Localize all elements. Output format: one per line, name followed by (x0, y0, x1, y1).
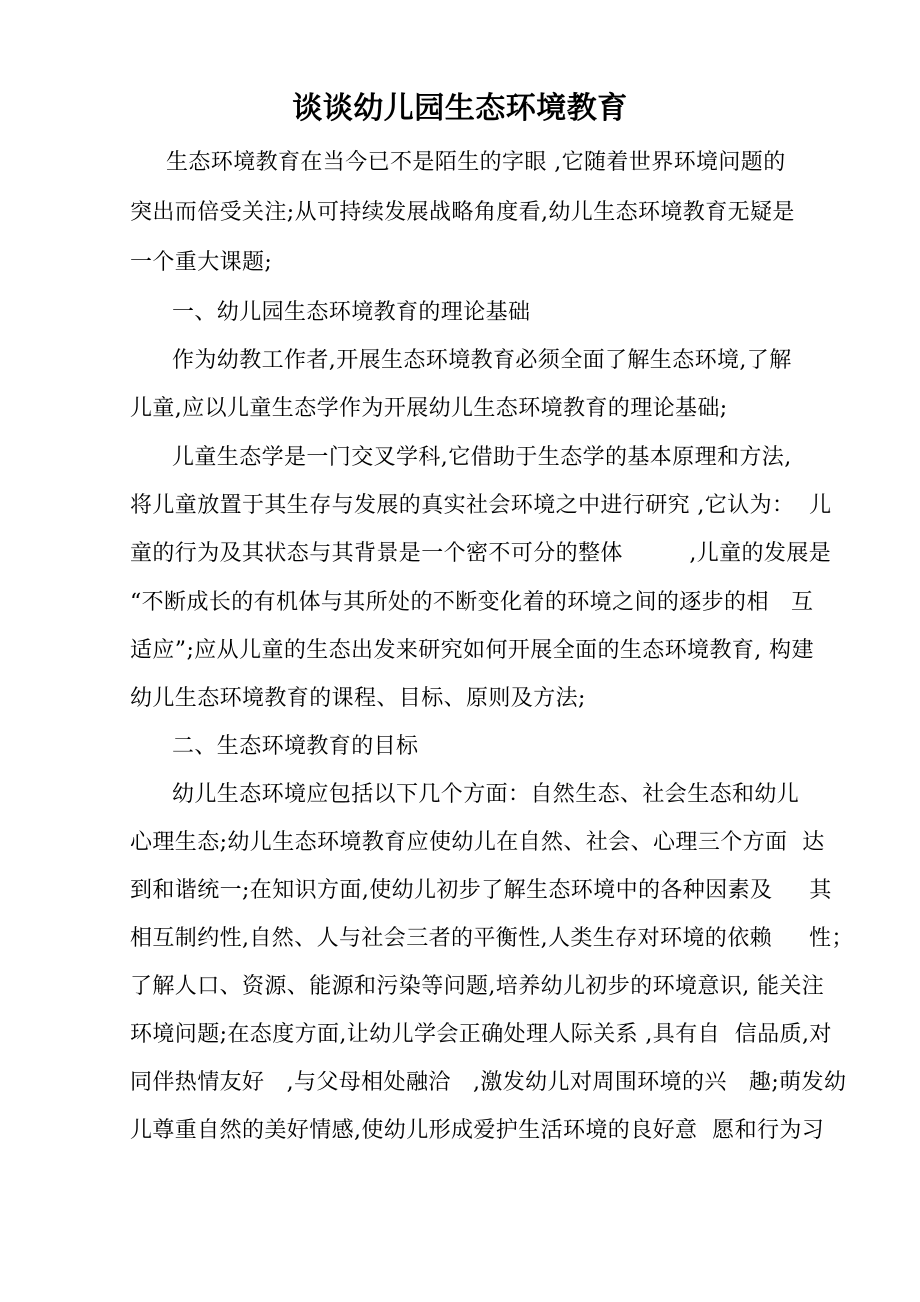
paragraph-line: 了解人口、资源、能源和污染等问题,培养幼儿初步的环境意识, 能关注 (130, 974, 825, 999)
paragraph-line: 儿童,应以儿童生态学作为开展幼儿生态环境教育的理论基础; (130, 396, 728, 421)
paragraph-line: 儿童生态学是一门交叉学科,它借助于生态学的基本原理和方法, (172, 445, 792, 470)
paragraph-line: 幼儿生态环境应包括以下几个方面：自然生态、社会生态和幼儿 (172, 782, 800, 807)
paragraph-line: 作为幼教工作者,开展生态环境教育必须全面了解生态环境,了解 (172, 348, 792, 373)
paragraph-line: 适应”;应从儿童的生态出发来研究如何开展全面的生态环境教育, 构建 (130, 638, 814, 663)
paragraph-line: 到和谐统一;在知识方面,使幼儿初步了解生态环境中的各种因素及 其 (130, 878, 832, 903)
paragraph-line: “不断成长的有机体与其所处的不断变化着的环境之间的逐步的相 互 (130, 590, 814, 615)
paragraph-line: 将儿童放置于其生存与发展的真实社会环境之中进行研究 ,它认为： 儿 (130, 493, 832, 518)
paragraph-line: 一个重大课题; (130, 250, 273, 275)
paragraph-line: 心理生态;幼儿生态环境教育应使幼儿在自然、社会、心理三个方面 达 (130, 830, 825, 855)
document-title: 谈谈幼儿园生态环境教育 (292, 91, 628, 126)
paragraph-line: 童的行为及其状态与其背景是一个密不可分的整体 ,儿童的发展是 (130, 541, 832, 566)
paragraph-line: 生态环境教育在当今已不是陌生的字眼 ,它随着世界环境问题的 (166, 150, 786, 175)
paragraph-line: 相互制约性,自然、人与社会三者的平衡性,人类生存对环境的依赖 性； (130, 926, 854, 951)
section-heading: 二、生态环境教育的目标 (172, 734, 419, 759)
section-heading: 一、幼儿园生态环境教育的理论基础 (172, 300, 531, 325)
paragraph-line: 同伴热情友好 ,与父母相处融洽 ,激发幼儿对周围环境的兴 趣;萌发幼 (130, 1070, 847, 1095)
paragraph-line: 儿尊重自然的美好情感,使幼儿形成爱护生活环境的良好意 愿和行为习 (130, 1118, 825, 1143)
paragraph-line: 突出而倍受关注;从可持续发展战略角度看,幼儿生态环境教育无疑是 (130, 200, 795, 225)
paragraph-line: 幼儿生态环境教育的课程、目标、原则及方法; (130, 686, 586, 711)
paragraph-line: 环境问题;在态度方面,让幼儿学会正确处理人际关系 ,具有自 信品质,对 (130, 1022, 832, 1047)
